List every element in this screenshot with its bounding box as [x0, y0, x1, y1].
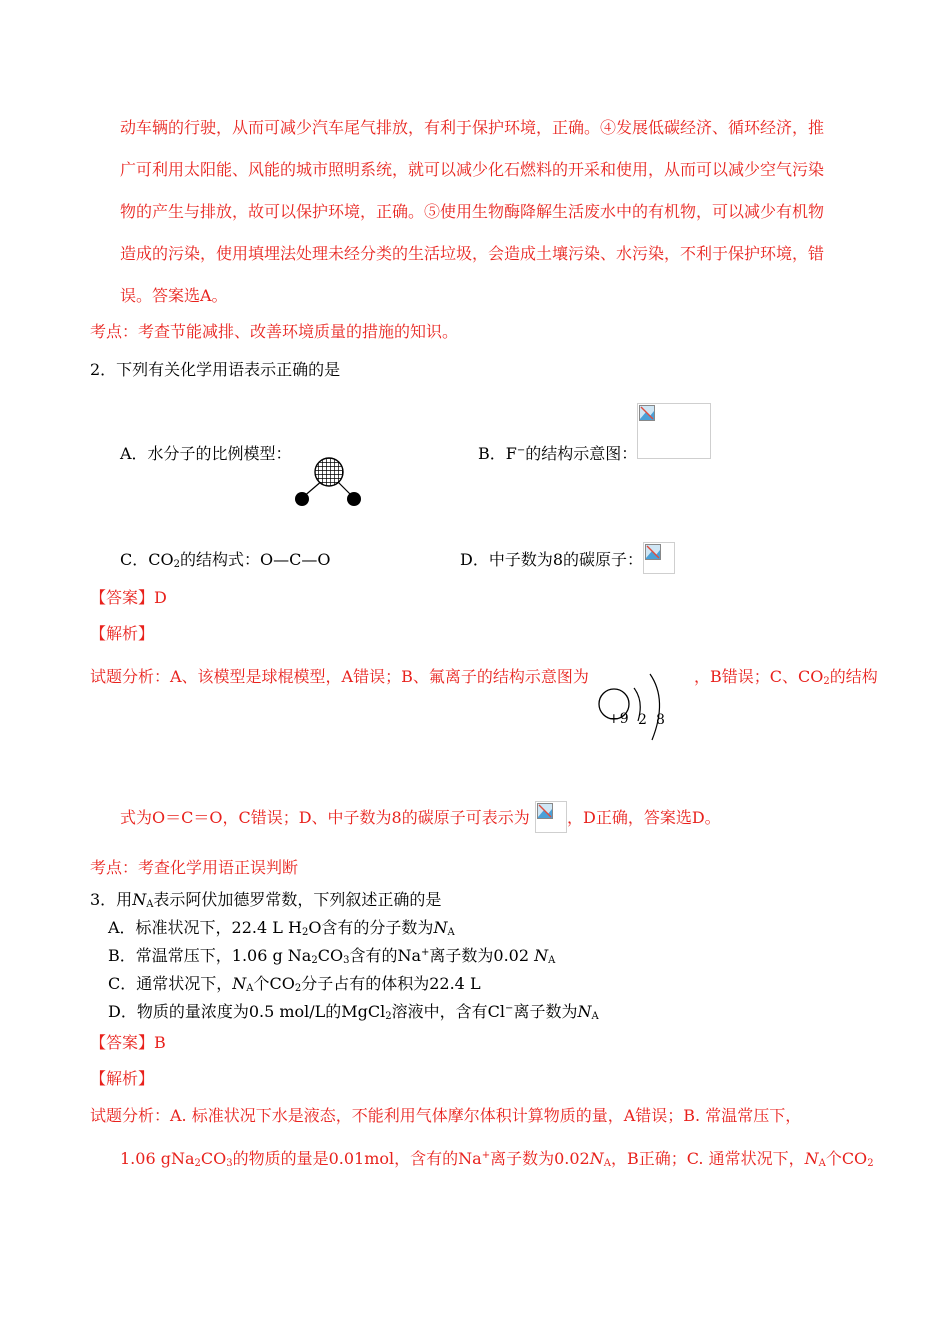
avogadro-symbol: N: [534, 946, 549, 965]
q2-kaodian: 考点：考查化学用语正误判断: [90, 858, 299, 877]
q3-option-a-suffix: O含有的分子数为: [308, 918, 434, 937]
q3-option-b-prefix: B．常温常压下，1.06 g Na: [108, 946, 312, 965]
avogadro-subscript: A: [246, 983, 254, 994]
q3-option-c-mid: 个CO: [253, 974, 295, 993]
q2-option-b-superscript: −: [516, 445, 526, 456]
shell-2-electrons: 8: [656, 712, 665, 728]
broken-image-icon: [537, 803, 553, 819]
avogadro-symbol: N: [804, 1149, 819, 1168]
q2-option-b-prefix: B．F: [478, 444, 517, 463]
q2-analysis-line-1: [90, 667, 589, 687]
oxygen-atom: [315, 458, 343, 486]
q3-stem: [90, 890, 441, 910]
q3-analysis-subscript-1: 2: [194, 1158, 201, 1169]
q3-option-b: [108, 946, 555, 966]
q3-option-b-suffix: 离子数为0.02: [429, 946, 535, 965]
nucleus-charge: +9: [608, 711, 629, 727]
q2-analysis-line-1-tail-a: ，B错误；C、CO: [694, 667, 824, 686]
q2-option-c-suffix: 的结构式：O—C—O: [179, 550, 331, 569]
q2-option-b: [478, 444, 637, 464]
q2-analysis-line-2: 式为O＝C＝O，C错误；D、中子数为8的碳原子可表示为: [120, 808, 530, 827]
q2-option-c: [120, 550, 330, 570]
shell-1-electrons: 2: [638, 712, 647, 728]
q1-analysis-line-5: 误。答案选A。: [120, 286, 228, 305]
hydrogen-atom: [347, 492, 361, 506]
q2-analysis-line-1-subscript: 2: [823, 676, 830, 687]
q3-option-a: [108, 918, 455, 938]
q3-analysis-mid-3: 离子数为0.02: [490, 1149, 590, 1168]
q2-analysis-line-2-tail: ，D正确，答案选D。: [567, 808, 721, 827]
q3-option-d-superscript: −: [505, 1003, 514, 1014]
q3-analysis-subscript-3: 2: [867, 1158, 874, 1169]
q3-analysis-mid-5: 个CO: [825, 1149, 868, 1168]
avogadro-symbol: N: [589, 1149, 604, 1168]
q3-analysis-mid-1: CO: [200, 1149, 227, 1168]
q3-option-b-subscript-2: 3: [343, 955, 350, 966]
avogadro-subscript: A: [146, 899, 154, 910]
q3-analysis-line-2: [120, 1149, 874, 1169]
q2-option-a: A．水分子的比例模型：: [120, 444, 292, 463]
q3-analysis-subscript-2: 3: [226, 1158, 233, 1169]
q3-option-b-mid-2: 含有的Na: [349, 946, 421, 965]
avogadro-symbol: N: [577, 1002, 592, 1021]
q3-analysis-line-2-prefix: 1.06 gNa: [120, 1149, 195, 1168]
avogadro-subscript: A: [548, 955, 556, 966]
q2-option-c-prefix: C．CO: [120, 550, 174, 569]
q2-stem: 2．下列有关化学用语表示正确的是: [90, 360, 341, 379]
q2-analysis-heading: 【解析】: [90, 624, 155, 643]
q3-option-b-superscript: +: [421, 947, 430, 958]
q3-option-a-subscript: 2: [301, 927, 309, 938]
q3-option-c-subscript: 2: [294, 983, 302, 994]
broken-image-icon: [639, 405, 655, 421]
q1-kaodian: 考点：考查节能减排、改善环境质量的措施的知识。: [90, 322, 459, 341]
hydrogen-atom: [295, 492, 309, 506]
q3-analysis-mid-4: ，B正确；C. 通常状况下，: [610, 1149, 805, 1168]
q3-option-b-subscript-1: 2: [311, 955, 318, 966]
q3-option-c-prefix: C．通常状况下，: [108, 974, 233, 993]
q3-analysis-heading: 【解析】: [90, 1069, 155, 1088]
q3-analysis-superscript: +: [481, 1150, 491, 1161]
broken-image-placeholder: [637, 403, 711, 459]
q3-option-d-mid: 溶液中，含有Cl: [391, 1002, 506, 1021]
avogadro-symbol: N: [433, 918, 448, 937]
q3-option-d-prefix: D．物质的量浓度为0.5 mol/L的MgCl: [108, 1002, 386, 1021]
q3-option-a-prefix: A．标准状况下，22.4 L H: [108, 918, 302, 937]
q1-analysis-line-4: 造成的污染，使用填埋法处理未经分类的生活垃圾，会造成土壤污染、水污染，不利于保护环境，错: [120, 244, 825, 263]
avogadro-subscript: A: [603, 1158, 611, 1169]
q3-stem-suffix: 表示阿伏加德罗常数，下列叙述正确的是: [153, 890, 442, 909]
avogadro-symbol: N: [132, 890, 147, 909]
q2-option-d: D．中子数为8的碳原子：: [460, 550, 644, 569]
broken-image-placeholder: [643, 542, 675, 574]
q3-option-d: [108, 1002, 599, 1022]
fluoride-structure-diagram: [594, 666, 674, 744]
avogadro-subscript: A: [818, 1158, 826, 1169]
q3-option-d-subscript: 2: [385, 1011, 392, 1022]
q3-option-d-suffix: 离子数为: [513, 1002, 578, 1021]
q3-stem-prefix: 3．用: [90, 890, 133, 909]
q3-option-c: [108, 974, 481, 994]
q2-answer: 【答案】D: [90, 588, 167, 607]
avogadro-subscript: A: [447, 927, 455, 938]
q1-analysis-line-1: 动车辆的行驶，从而可减少汽车尾气排放，有利于保护环境，正确。④发展低碳经济、循环经济，推: [120, 118, 825, 137]
q2-analysis-line-1-tail-b: 的结构: [829, 667, 878, 686]
q2-analysis-line-1-text: 试题分析：A、该模型是球棍模型，A错误；B、氟离子的结构示意图为: [90, 667, 589, 686]
q3-answer: 【答案】B: [90, 1033, 166, 1052]
q2-option-c-subscript: 2: [173, 559, 180, 570]
q1-analysis-line-2: 广可利用太阳能、风能的城市照明系统，就可以减少化石燃料的开采和使用，从而可以减少空气污染: [120, 160, 825, 179]
q3-analysis-mid-2: 的物质的量是0.01mol，含有的Na: [232, 1149, 482, 1168]
water-molecule-model-image: [290, 454, 365, 514]
broken-image-placeholder: [535, 801, 567, 833]
q3-analysis-line-1: 试题分析：A. 标准状况下水是液态，不能利用气体摩尔体积计算物质的量，A错误；B. 常温常压下，: [90, 1106, 802, 1125]
avogadro-symbol: N: [232, 974, 247, 993]
q2-analysis-line-1-tail: [694, 667, 878, 687]
broken-image-icon: [645, 544, 661, 560]
q2-option-b-suffix: 的结构示意图：: [525, 444, 638, 463]
avogadro-subscript: A: [591, 1011, 599, 1022]
q3-option-b-mid-1: CO: [317, 946, 344, 965]
q3-option-c-suffix: 分子占有的体积为22.4 L: [301, 974, 481, 993]
q1-analysis-line-3: 物的产生与排放，故可以保护环境，正确。⑤使用生物酶降解生活废水中的有机物，可以减少有机物: [120, 202, 825, 221]
